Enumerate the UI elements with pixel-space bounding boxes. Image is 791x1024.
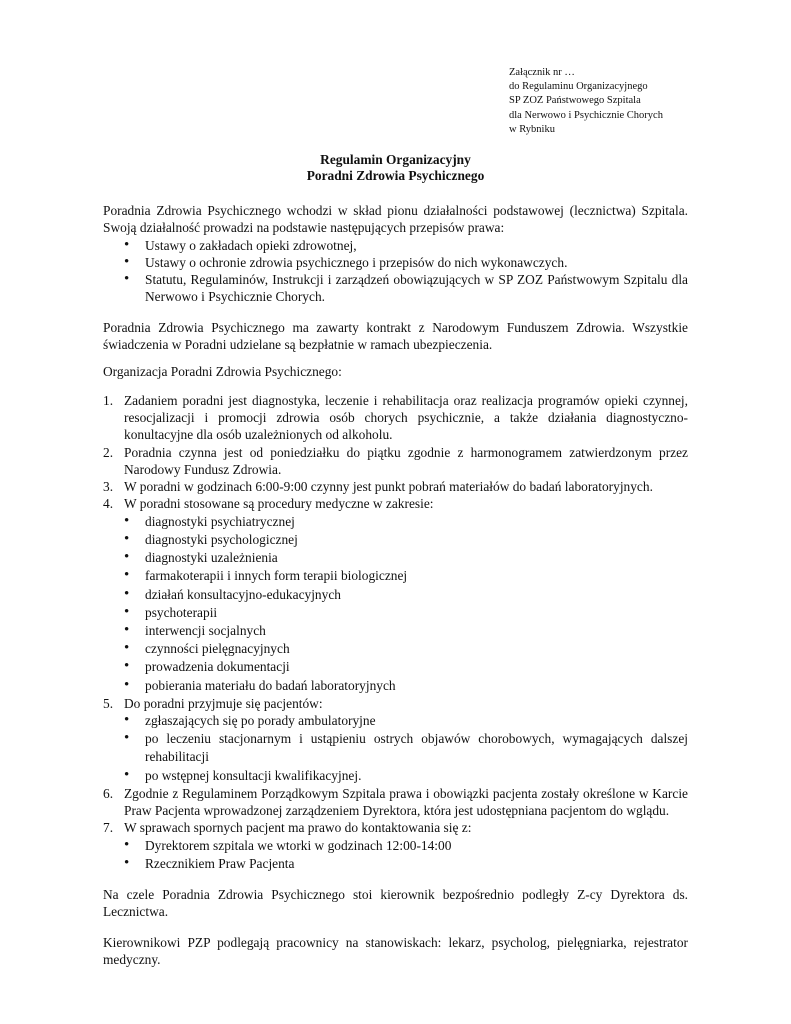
procedures-list: [124, 513, 688, 695]
item-text: Poradnia czynna jest od poniedziałku do piątku zgodnie z harmonogramem zatwierdzonym przez Narodowy Fundusz Zdrowia.: [124, 444, 688, 477]
item-number: 2.: [103, 444, 114, 460]
list-item: • Ustawy o ochronie zdrowia psychicznego i przepisów do nich wykonawczych.: [145, 254, 688, 271]
numbered-item-2: [103, 444, 688, 479]
title-line-2: Poradni Zdrowia Psychicznego: [306, 168, 485, 183]
attachment-line: dla Nerwowo i Psychicznie Chorych: [509, 109, 663, 121]
item-text: Do poradni przyjmuje się pacjentów:: [124, 695, 323, 711]
list-item: • farmakoterapii i innych form terapii biologicznej: [145, 567, 688, 585]
item-text: W poradni w godzinach 6:00-9:00 czynny jest punkt pobrań materiałów do badań laboratoryjnych.: [124, 479, 653, 495]
list-item: • po wstępnej konsultacji kwalifikacyjnej.: [145, 767, 688, 785]
item-text: W poradni stosowane są procedury medyczne w zakresie:: [124, 496, 434, 512]
numbered-item-5: [103, 695, 688, 785]
list-item: • interwencji socjalnych: [145, 622, 688, 640]
numbered-item-1: [103, 392, 688, 444]
contract-paragraph: Poradnia Zdrowia Psychicznego ma zawarty kontrakt z Narodowym Funduszem Zdrowia. Wszystkie świadczenia w Poradni udzielane są bezpłatnie w ramach ubezpieczenia.: [103, 319, 688, 353]
document-title: [0, 152, 791, 184]
list-item: • Rzecznikiem Praw Pacjenta: [145, 855, 688, 873]
list-item: • diagnostyki psychiatrycznej: [145, 513, 688, 531]
list-item: • Statutu, Regulaminów, Instrukcji i zarządzeń obowiązujących w SP ZOZ Państwowym Szpitalu dla Nerwowo i Psychicznie Chorych.: [145, 271, 688, 306]
patients-list: [124, 712, 688, 785]
item-number: 6.: [103, 785, 114, 801]
list-item: • zgłaszających się po porady ambulatoryjne: [145, 712, 688, 730]
numbered-item-3: [103, 478, 688, 495]
item-number: 4.: [103, 496, 114, 512]
staff-paragraph: Kierownikowi PZP podlegają pracownicy na stanowiskach: lekarz, psycholog, pielęgniarka, rejestrator medyczny.: [103, 934, 688, 968]
list-item: • diagnostyki psychologicznej: [145, 531, 688, 549]
item-text: W sprawach spornych pacjent ma prawo do kontaktowania się z:: [124, 820, 472, 836]
item-text: Zadaniem poradni jest diagnostyka, leczenie i rehabilitacja oraz realizacja programów opieki czynnej, resocjalizacji i promocji zdrowia osób chorych psychicznie, a także działania diagnostyczno-konultacyjne dla osób uzależnionych od alkoholu.: [124, 392, 688, 443]
attachment-line: do Regulaminu Organizacyjnego: [509, 81, 648, 93]
numbered-item-6: [103, 785, 688, 820]
organization-heading: Organizacja Poradni Zdrowia Psychicznego:: [103, 364, 342, 380]
list-item: • po leczeniu stacjonarnym i ustąpieniu ostrych objawów chorobowych, wymagających dalszej rehabilitacji: [145, 730, 688, 766]
attachment-line: SP ZOZ Państwowego Szpitala: [509, 95, 641, 107]
document-body: [103, 202, 688, 968]
attachment-line: Załącznik nr …: [509, 67, 575, 78]
legal-basis-list: [103, 237, 688, 306]
list-item: • Dyrektorem szpitala we wtorki w godzinach 12:00-14:00: [145, 837, 688, 855]
organization-list: [103, 392, 688, 874]
item-number: 5.: [103, 695, 114, 711]
list-item: • działań konsultacyjno-edukacyjnych: [145, 586, 688, 604]
title-line-1: Regulamin Organizacyjny: [320, 152, 471, 167]
list-item: • diagnostyki uzależnienia: [145, 549, 688, 567]
list-item: • psychoterapii: [145, 604, 688, 622]
numbered-item-4: [103, 495, 688, 694]
list-item: • pobierania materiału do badań laboratoryjnych: [145, 677, 688, 695]
list-item: • czynności pielęgnacyjnych: [145, 640, 688, 658]
item-number: 1.: [103, 392, 114, 408]
contacts-list: [124, 837, 688, 873]
list-item: • Ustawy o zakładach opieki zdrowotnej,: [145, 237, 688, 254]
item-number: 3.: [103, 479, 114, 495]
item-text: Zgodnie z Regulaminem Porządkowym Szpitala prawa i obowiązki pacjenta zostały określone w Karcie Praw Pacjenta wprowadzonej zarządzeniem Dyrektora, która jest udostępniana pacjentom do wglądu.: [124, 785, 688, 819]
numbered-item-7: [103, 819, 688, 873]
list-item: • prowadzenia dokumentacji: [145, 658, 688, 676]
head-paragraph: Na czele Poradnia Zdrowia Psychicznego stoi kierownik bezpośrednio podległy Z-cy Dyrektora ds. Lecznictwa.: [103, 887, 688, 920]
intro-paragraph: Poradnia Zdrowia Psychicznego wchodzi w skład pionu działalności podstawowej (lecznictwa) Szpitala. Swoją działalność prowadzi na podstawie następujących przepisów prawa:: [103, 203, 688, 236]
item-number: 7.: [103, 820, 114, 836]
attachment-note: [509, 66, 663, 137]
attachment-line: w Rybniku: [509, 123, 555, 135]
